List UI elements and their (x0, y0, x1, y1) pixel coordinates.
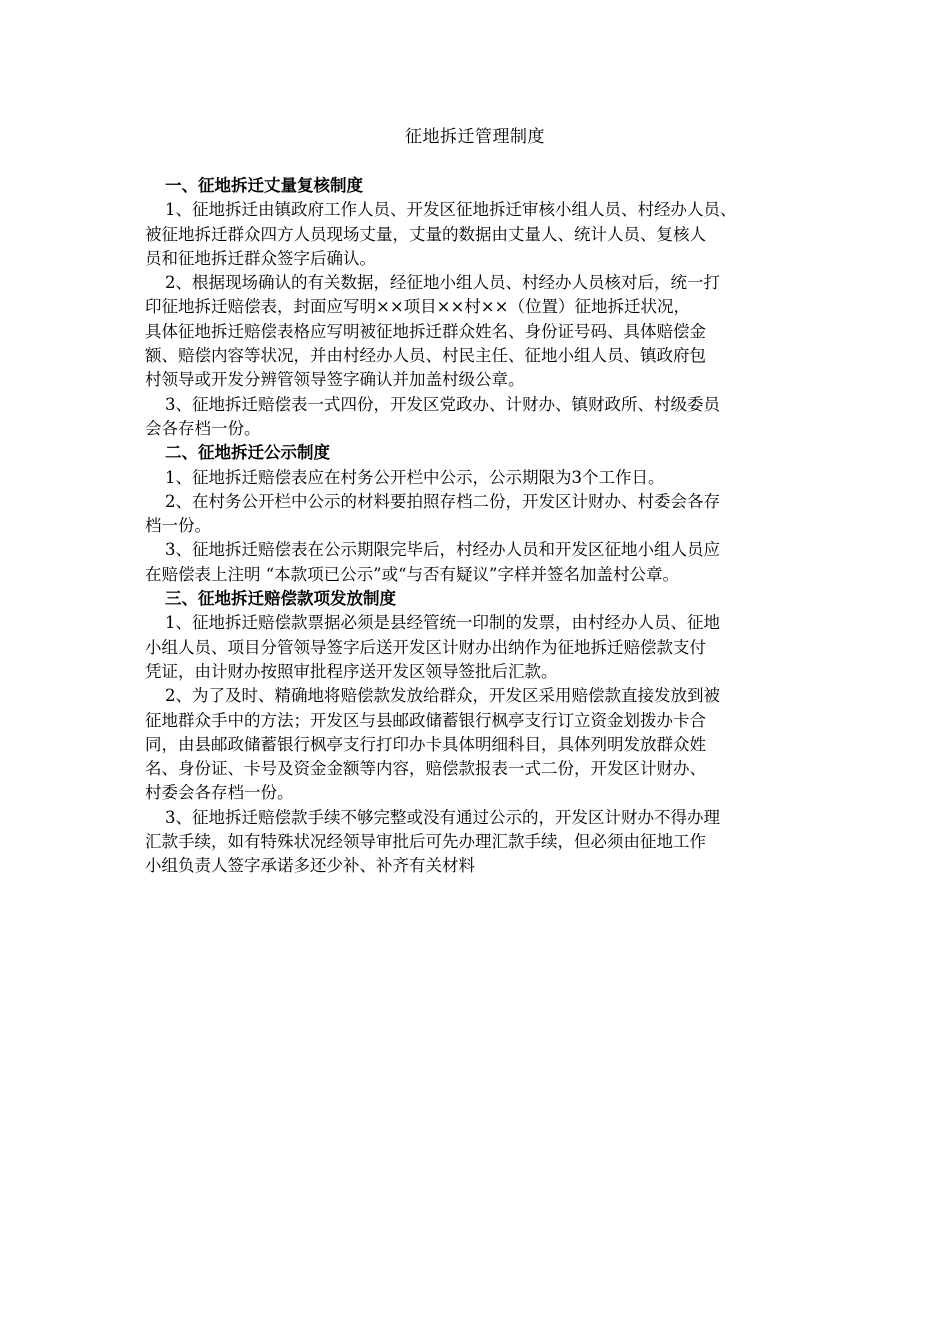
text-line: 2、根据现场确认的有关数据，经征地小组人员、村经办人员核对后，统一打 (165, 273, 720, 293)
document-body (145, 174, 810, 879)
section-3-paragraph-1 (145, 611, 810, 684)
text-line: 同，由县邮政储蓄银行枫亭支行打印办卡具体明细科目，具体列明发放群众姓 (145, 734, 706, 754)
text-line: 印征地拆迁赔偿表，封面应写明××项目××村××（位置）征地拆迁状况， (145, 297, 690, 317)
text-line: 3、征地拆迁赔偿表在公示期限完毕后，村经办人员和开发区征地小组人员应 (165, 540, 720, 560)
text-line: 在赔偿表上注明 “本款项已公示”或“与否有疑议”字样并签名加盖村公章。 (145, 564, 679, 584)
text-line: 村委会各存档一份。 (145, 783, 294, 803)
text-line: 被征地拆迁群众四方人员现场丈量，丈量的数据由丈量人、统计人员、复核人 (145, 224, 706, 244)
text-line: 具体征地拆迁赔偿表格应写明被征地拆迁群众姓名、身份证号码、具体赔偿金 (145, 321, 706, 341)
text-line: 2、在村务公开栏中公示的材料要拍照存档二份，开发区计财办、村委会各存 (165, 491, 720, 511)
section-2-paragraph-3 (145, 538, 810, 587)
text-line: 会各存档一份。 (145, 418, 261, 438)
text-line: 3、征地拆迁赔偿表一式四份，开发区党政办、计财办、镇财政所、村级委员 (165, 394, 720, 414)
document-title: 征地拆迁管理制度 (405, 127, 545, 147)
text-line: 1、征地拆迁由镇政府工作人员、开发区征地拆迁审核小组人员、村经办人员、 (165, 200, 737, 220)
section-heading-3: 三、征地拆迁赔偿款项发放制度 (165, 589, 396, 609)
section-heading-1: 一、征地拆迁丈量复核制度 (165, 176, 363, 195)
text-line: 村领导或开发分辨管领导签字确认并加盖村级公章。 (145, 370, 525, 390)
section-1-paragraph-2 (145, 271, 810, 392)
text-line: 档一份。 (145, 516, 211, 536)
section-heading-2: 二、征地拆迁公示制度 (165, 443, 330, 463)
text-line: 3、征地拆迁赔偿款手续不够完整或没有通过公示的，开发区计财办不得办理 (165, 807, 720, 827)
text-line: 2、为了及时、精确地将赔偿款发放给群众，开发区采用赔偿款直接发放到被 (165, 686, 720, 706)
text-line: 小组负责人签字承诺多还少补、补齐有关材料 (145, 856, 475, 876)
text-line: 征地群众手中的方法；开发区与县邮政储蓄银行枫亭支行订立资金划拨办卡合 (145, 710, 706, 730)
text-line: 员和征地拆迁群众签字后确认。 (145, 248, 376, 268)
text-line: 1、征地拆迁赔偿款票据必须是县经管统一印制的发票，由村经办人员、征地 (165, 613, 720, 633)
section-3-paragraph-2 (145, 684, 810, 805)
text-line: 名、身份证、卡号及资金金额等内容，赔偿款报表一式二份，开发区计财办、 (145, 759, 706, 779)
section-3-paragraph-3 (145, 806, 810, 879)
text-line: 小组人员、项目分管领导签字后送开发区计财办出纳作为征地拆迁赔偿款支付 (145, 637, 706, 657)
section-2-paragraph-2 (145, 490, 810, 539)
text-line: 1、征地拆迁赔偿表应在村务公开栏中公示，公示期限为3个工作日。 (165, 467, 665, 487)
text-line: 凭证，由计财办按照审批程序送开发区领导签批后汇款。 (145, 661, 558, 681)
text-line: 额、赔偿内容等状况，并由村经办人员、村民主任、征地小组人员、镇政府包 (145, 346, 706, 366)
section-1-paragraph-1 (145, 198, 810, 271)
section-2-paragraph-1 (145, 466, 810, 490)
text-line: 汇款手续，如有特殊状况经领导审批后可先办理汇款手续，但必须由征地工作 (145, 832, 706, 852)
section-1-paragraph-3 (145, 393, 810, 442)
